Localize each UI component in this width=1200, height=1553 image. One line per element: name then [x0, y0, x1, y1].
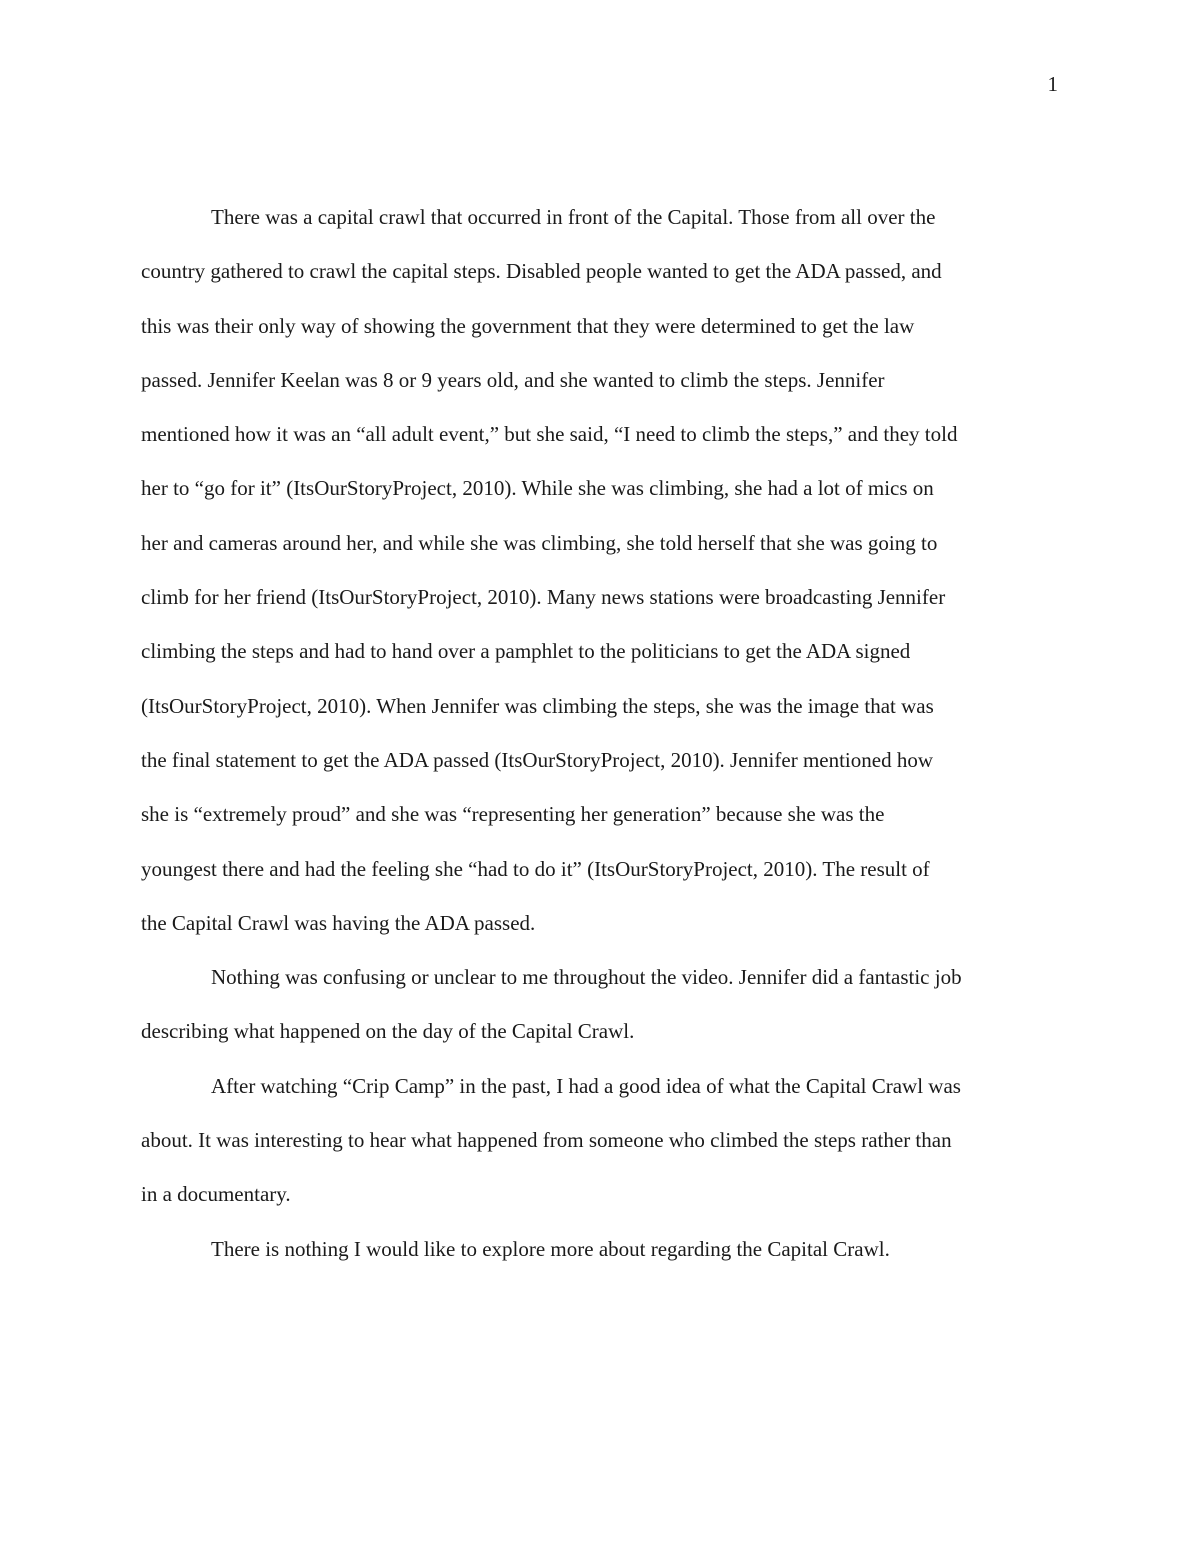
page-number: 1 [1047, 72, 1058, 96]
paragraph-further-exploration [141, 1222, 1059, 1276]
text-line: describing what happened on the day of the Capital Crawl. [141, 1019, 635, 1044]
text-line: her and cameras around her, and while she was climbing, she told herself that she was going to [141, 530, 938, 555]
text-line: climb for her friend (ItsOurStoryProject, 2010). Many news stations were broadcasting Jennifer [141, 585, 946, 610]
text-line: There was a capital crawl that occurred in front of the Capital. Those from all over the [211, 205, 936, 229]
text-line: her to “go for it” (ItsOurStoryProject, 2010). While she was climbing, she had a lot of mics on [141, 476, 934, 501]
text-line: passed. Jennifer Keelan was 8 or 9 years old, and she wanted to climb the steps. Jennifer [141, 367, 885, 392]
text-line: mentioned how it was an “all adult event,” but she said, “I need to climb the steps,” and they told [141, 422, 958, 447]
text-line: the final statement to get the ADA passed (ItsOurStoryProject, 2010). Jennifer mentioned how [141, 747, 934, 772]
paragraph-capital-crawl-summary [141, 190, 1059, 950]
paragraph-prior-knowledge [141, 1059, 1059, 1222]
text-line: this was their only way of showing the government that they were determined to get the law [141, 313, 915, 338]
text-line: After watching “Crip Camp” in the past, I had a good idea of what the Capital Crawl was [211, 1073, 961, 1098]
text-line: Nothing was confusing or unclear to me throughout the video. Jennifer did a fantastic job [211, 965, 962, 990]
text-line: climbing the steps and had to hand over a pamphlet to the politicians to get the ADA signed [141, 639, 911, 664]
paragraph-confusion [141, 950, 1059, 1059]
document-body [141, 190, 1059, 1276]
text-line: country gathered to crawl the capital steps. Disabled people wanted to get the ADA passed, and [141, 259, 942, 284]
text-line: youngest there and had the feeling she “had to do it” (ItsOurStoryProject, 2010). The result of [141, 856, 930, 881]
text-line: There is nothing I would like to explore more about regarding the Capital Crawl. [211, 1236, 890, 1261]
text-line: (ItsOurStoryProject, 2010). When Jennifer was climbing the steps, she was the image that was [141, 693, 934, 718]
text-line: the Capital Crawl was having the ADA passed. [141, 910, 536, 935]
text-line: in a documentary. [141, 1182, 291, 1207]
text-line: about. It was interesting to hear what happened from someone who climbed the steps rather than [141, 1128, 952, 1153]
text-line: she is “extremely proud” and she was “representing her generation” because she was the [141, 802, 885, 827]
